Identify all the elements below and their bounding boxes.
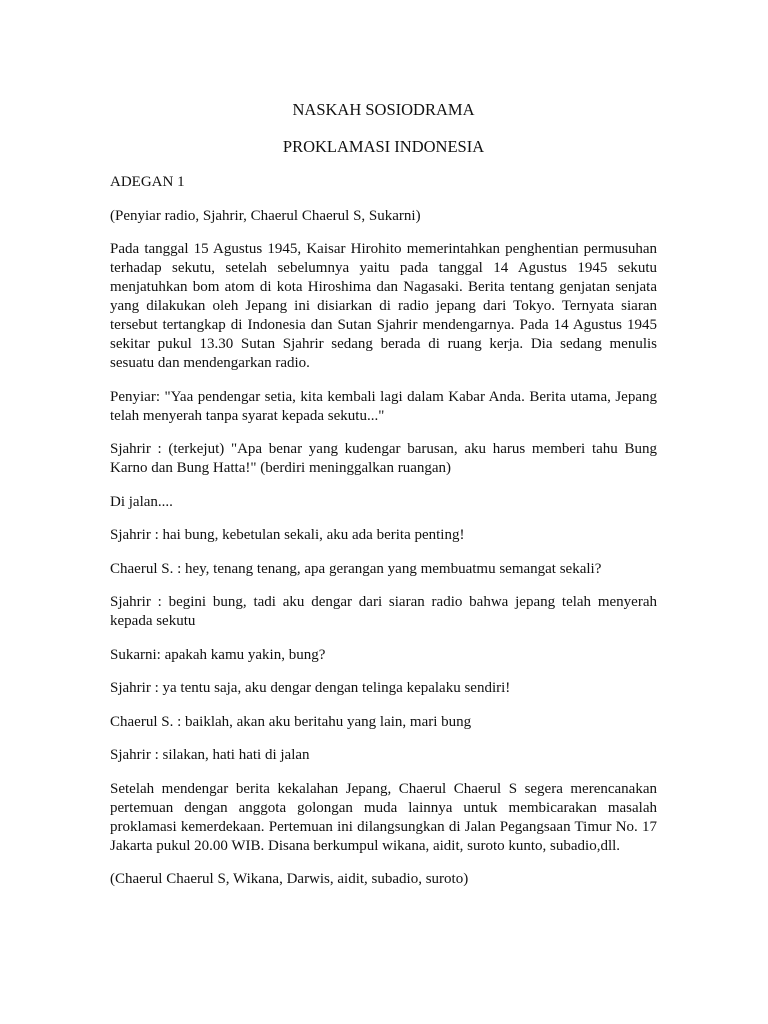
scene-heading: ADEGAN 1 (110, 174, 185, 190)
cast-list: (Chaerul Chaerul S, Wikana, Darwis, aidit, subadio, suroto) (110, 871, 469, 887)
stage-direction: Di jalan.... (110, 493, 173, 510)
cast-list: (Penyiar radio, Sjahrir, Chaerul Chaerul S, Sukarni) (110, 207, 421, 224)
dialogue-line: Penyiar: "Yaa pendengar setia, kita kembali lagi dalam Kabar Anda. Berita utama, Jepang telah menyerah tanpa syarat kepada sekutu..." (110, 388, 657, 424)
dialogue-line: Sjahrir : silakan, hati hati di jalan (110, 747, 310, 763)
dialogue-line: Sjahrir : hai bung, kebetulan sekali, aku ada berita penting! (110, 527, 465, 543)
document-title: NASKAH SOSIODRAMA (292, 100, 475, 119)
dialogue-line: Sjahrir : (terkejut) "Apa benar yang kudengar barusan, aku harus memberi tahu Bung Karno dan Bung Hatta!" (berdiri meninggalkan ruangan) (110, 441, 657, 476)
dialogue-line: Chaerul S. : hey, tenang tenang, apa gerangan yang membuatmu semangat sekali? (110, 560, 602, 577)
dialogue-line: Sjahrir : begini bung, tadi aku dengar dari siaran radio bahwa jepang telah menyerah kepada sekutu (110, 594, 657, 629)
dialogue-line: Chaerul S. : baiklah, akan aku beritahu yang lain, mari bung (110, 713, 472, 730)
document-page (110, 100, 657, 904)
dialogue-line: Sukarni: apakah kamu yakin, bung? (110, 646, 326, 663)
dialogue-line: Sjahrir : ya tentu saja, aku dengar dengan telinga kepalaku sendiri! (110, 680, 511, 696)
document-subtitle: PROKLAMASI INDONESIA (282, 137, 485, 156)
narration-paragraph: Setelah mendengar berita kekalahan Jepang, Chaerul Chaerul S segera merencanakan pertemuan dengan anggota golongan muda lainnya untuk membicarakan masalah proklamasi kemerdekaan. Pertemuan ini dilangsungkan di Jalan Pegangsaan Timur No. 17 Jakarta pukul 20.00 WIB. Disana berkumpul wikana, aidit, suroto kunto, subadio,dll. (110, 780, 657, 854)
narration-paragraph: Pada tanggal 15 Agustus 1945, Kaisar Hirohito memerintahkan penghentian permusuhan terhadap sekutu, setelah sebelumnya yaitu pada tanggal 14 Agustus 1945 sekutu menjatuhkan bom atom di kota Hiroshima dan Nagasaki. Berita tentang genjatan senjata yang dilakukan oleh Jepang ini disiarkan di radio jepang dari Tokyo. Ternyata siaran tersebut tertangkap di Indonesia dan Sutan Sjahrir mendengarnya. Pada 14 Agustus 1945 sekitar pukul 13.30 Sutan Sjahrir sedang berada di ruang kerja. Dia sedang menulis sesuatu dan mendengarkan radio. (110, 241, 657, 371)
